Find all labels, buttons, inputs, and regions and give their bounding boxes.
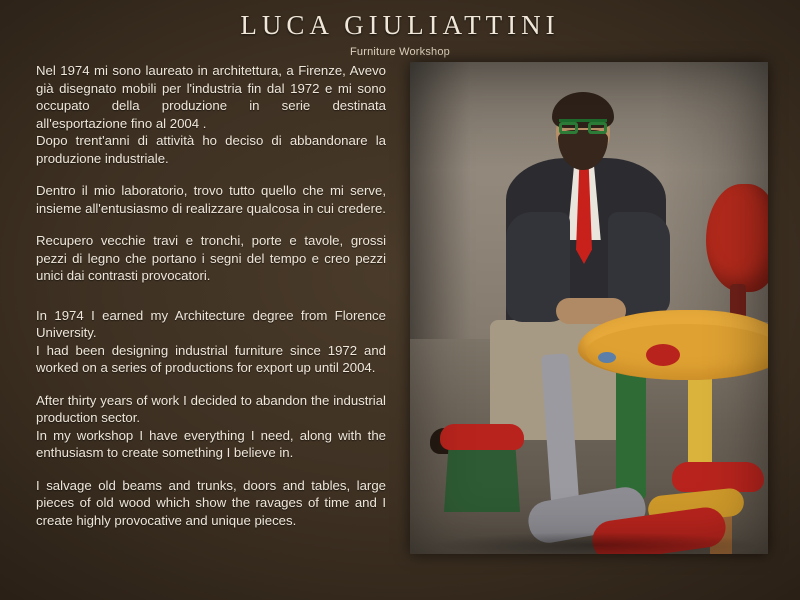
photo-image — [410, 62, 768, 554]
english-paragraph-4: In my workshop I have everything I need, along with the enthusiasm to create something I believe in. — [36, 427, 386, 460]
red-wall-sculpture — [706, 184, 768, 292]
blue-wooden-knob — [598, 352, 616, 363]
portrait-photo — [410, 62, 768, 554]
page-title: LUCA GIULIATTINI — [240, 10, 560, 40]
red-wooden-object-on-table — [646, 344, 680, 366]
biography-text-column — [36, 62, 386, 529]
english-paragraph-5: I salvage old beams and trunks, doors and tables, large pieces of old wood which show the ravages of time and I create highly provocative and unique pieces. — [36, 477, 386, 528]
table-leg-green — [616, 368, 646, 500]
italian-paragraph-4: Recupero vecchie travi e tronchi, porte e tavole, grossi pezzi di legno che portano i segni del tempo e creo pezzi unici dai contrasti provocatori. — [36, 233, 386, 283]
spacer — [36, 167, 386, 182]
english-paragraph-2: I had been designing industrial furniture since 1972 and worked on a series of productions for export up until 2004. — [36, 342, 386, 375]
backdrop-shadow-left — [410, 62, 470, 362]
english-paragraph-1: In 1974 I earned my Architecture degree from Florence University. — [36, 307, 386, 340]
spacer — [36, 217, 386, 232]
green-stool-body — [444, 446, 520, 512]
italian-paragraph-2: Dopo trent'anni di attività ho deciso di abbandonare la produzione industriale. — [36, 133, 386, 166]
page-subtitle: Furniture Workshop — [350, 46, 450, 58]
spacer — [36, 285, 386, 307]
spacer — [36, 377, 386, 392]
italian-paragraph-1: Nel 1974 mi sono laureato in architettura, a Firenze, Avevo già disegnato mobili per l'industria fin dal 1972 e mi sono occupato della produzione in serie destinata all'esportazione fino al 2004 . — [36, 63, 386, 131]
page-header — [0, 10, 800, 58]
floor-shadow — [430, 532, 760, 554]
green-glasses-icon — [559, 119, 607, 135]
italian-paragraph-3: Dentro il mio laboratorio, trovo tutto quello che mi serve, insieme all'entusiasmo di realizzare qualcosa in cui credere. — [36, 183, 386, 216]
english-paragraph-3: After thirty years of work I decided to abandon the industrial production sector. — [36, 392, 386, 425]
green-stool-red-seat — [440, 424, 524, 450]
red-stool-seat — [672, 462, 764, 492]
spacer — [36, 462, 386, 477]
